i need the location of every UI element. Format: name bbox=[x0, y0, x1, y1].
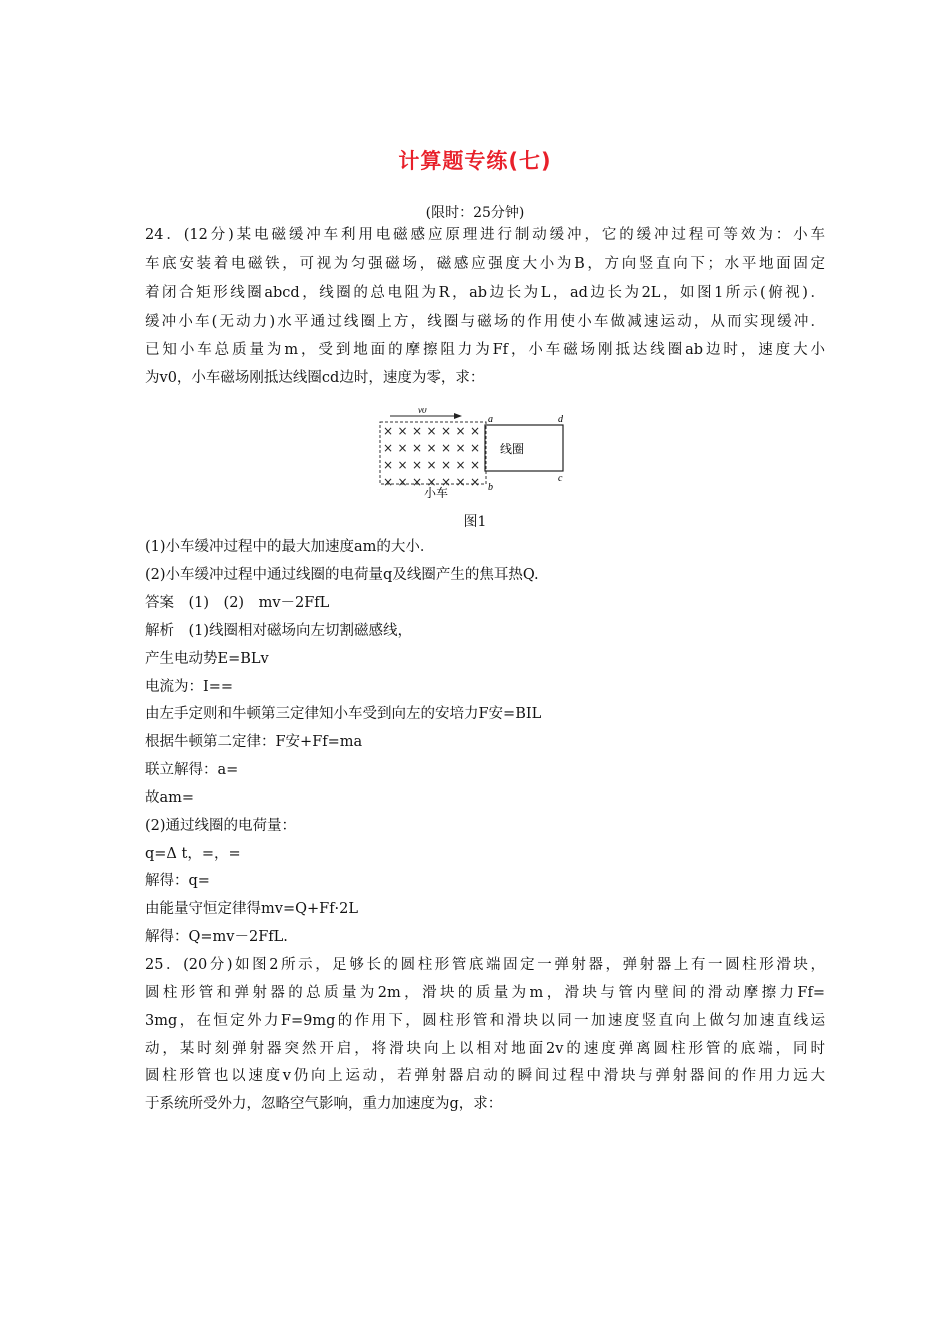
field-cross-mark: × bbox=[441, 424, 452, 438]
velocity-label: v0 bbox=[418, 408, 427, 415]
field-cross-mark: × bbox=[426, 424, 437, 438]
field-cross-mark: × bbox=[397, 475, 408, 489]
problem25-line: 25．(20分)如图2所示，足够长的圆柱形管底端固定一弹射器，弹射器上有一圆柱形滑块， bbox=[145, 957, 825, 973]
field-cross-mark: × bbox=[455, 458, 466, 472]
coil-label: 线圈 bbox=[500, 442, 525, 456]
question-1: (1)小车缓冲过程中的最大加速度am的大小． bbox=[145, 539, 435, 555]
field-cross-mark: × bbox=[412, 441, 423, 455]
figure-1-diagram bbox=[370, 408, 580, 498]
field-cross-mark: × bbox=[441, 475, 452, 489]
problem24-line: 车底安装着电磁铁，可视为匀强磁场，磁感应强度大小为B，方向竖直向下；水平地面固定 bbox=[145, 256, 825, 272]
problem24-line: 缓冲小车(无动力)水平通过线圈上方，线圈与磁场的作用使小车做减速运动，从而实现缓冲． bbox=[145, 314, 825, 330]
problem24-line: 已知小车总质量为m，受到地面的摩擦阻力为Ff，小车磁场刚抵达线圈ab边时，速度大小 bbox=[145, 342, 825, 358]
field-cross-mark: × bbox=[455, 424, 466, 438]
analysis-line: 解得：q= bbox=[145, 873, 210, 889]
field-cross-mark: × bbox=[397, 424, 408, 438]
analysis-line: 根据牛顿第二定律：F安+Ff=ma bbox=[145, 734, 363, 750]
analysis-line: 联立解得：a= bbox=[145, 762, 239, 778]
problem24-line: 着闭合矩形线圈abcd，线圈的总电阻为R，ab边长为L，ad边长为2L，如图1所示(俯视)． bbox=[145, 285, 825, 301]
corner-b-label: b bbox=[488, 482, 493, 493]
figure-1-caption: 图1 bbox=[463, 514, 487, 530]
analysis-line: (2)通过线圈的电荷量： bbox=[145, 818, 297, 834]
field-cross-mark: × bbox=[470, 441, 481, 455]
question-2: (2)小车缓冲过程中通过线圈的电荷量q及线圈产生的焦耳热Q. bbox=[145, 567, 539, 583]
field-cross-mark: × bbox=[426, 458, 437, 472]
analysis-line: 产生电动势E=BLv bbox=[145, 651, 269, 667]
analysis-line: 由能量守恒定律得mv=Q+Ff·2L bbox=[145, 901, 359, 917]
field-cross-mark: × bbox=[383, 441, 394, 455]
corner-c-label: c bbox=[558, 473, 563, 484]
car-label: 小车 bbox=[424, 486, 449, 498]
problem25-line: 3mg，在恒定外力F=9mg的作用下，圆柱形管和滑块以同一加速度竖直向上做匀加速直线运 bbox=[145, 1013, 825, 1029]
page-title: 计算题专练(七) bbox=[398, 149, 552, 173]
field-cross-mark: × bbox=[441, 441, 452, 455]
field-cross-mark: × bbox=[397, 441, 408, 455]
field-cross-mark: × bbox=[397, 458, 408, 472]
problem25-line: 圆柱形管和弹射器的总质量为2m，滑块的质量为m，滑块与管内壁间的滑动摩擦力Ff= bbox=[145, 985, 825, 1001]
field-cross-mark: × bbox=[412, 475, 423, 489]
problem25-line: 于系统所受外力，忽略空气影响，重力加速度为g，求： bbox=[145, 1096, 503, 1112]
time-limit: (限时：25分钟) bbox=[425, 205, 525, 221]
field-cross-mark: × bbox=[412, 424, 423, 438]
problem25-line: 圆柱形管也以速度v仍向上运动，若弹射器启动的瞬间过程中滑块与弹射器间的作用力远大 bbox=[145, 1068, 825, 1084]
field-cross-mark: × bbox=[383, 458, 394, 472]
analysis-line: 故am= bbox=[145, 790, 195, 806]
field-cross-mark: × bbox=[455, 441, 466, 455]
answer-line: 答案 (1) (2) mv－2FfL bbox=[145, 595, 330, 611]
field-cross-mark: × bbox=[455, 475, 466, 489]
field-cross-mark: × bbox=[470, 475, 481, 489]
field-cross-mark: × bbox=[470, 424, 481, 438]
field-cross-mark: × bbox=[426, 441, 437, 455]
field-cross-mark: × bbox=[426, 475, 437, 489]
analysis-line: q=Δ t，=，= bbox=[145, 846, 241, 862]
field-cross-mark: × bbox=[470, 458, 481, 472]
analysis-line: 电流为：I== bbox=[145, 679, 234, 695]
analysis-line: 由左手定则和牛顿第三定律知小车受到向左的安培力F安=BIL bbox=[145, 706, 542, 722]
field-cross-mark: × bbox=[412, 458, 423, 472]
corner-a-label: a bbox=[488, 414, 493, 425]
velocity-arrowhead bbox=[454, 413, 462, 419]
analysis-line: 解得：Q=mv－2FfL. bbox=[145, 929, 288, 945]
corner-d-label: d bbox=[558, 414, 563, 425]
problem24-line: 24．(12分)某电磁缓冲车利用电磁感应原理进行制动缓冲，它的缓冲过程可等效为：小车 bbox=[145, 227, 825, 243]
field-cross-mark: × bbox=[441, 458, 452, 472]
magnetic-field-crosses bbox=[383, 424, 480, 489]
analysis-line: 解析 (1)线圈相对磁场向左切割磁感线， bbox=[145, 623, 413, 639]
problem24-line: 为v0，小车磁场刚抵达线圈cd边时，速度为零，求： bbox=[145, 370, 485, 386]
field-cross-mark: × bbox=[383, 424, 394, 438]
field-cross-mark: × bbox=[383, 475, 394, 489]
problem25-line: 动，某时刻弹射器突然开启，将滑块向上以相对地面2v的速度弹离圆柱形管的底端，同时 bbox=[145, 1041, 825, 1057]
